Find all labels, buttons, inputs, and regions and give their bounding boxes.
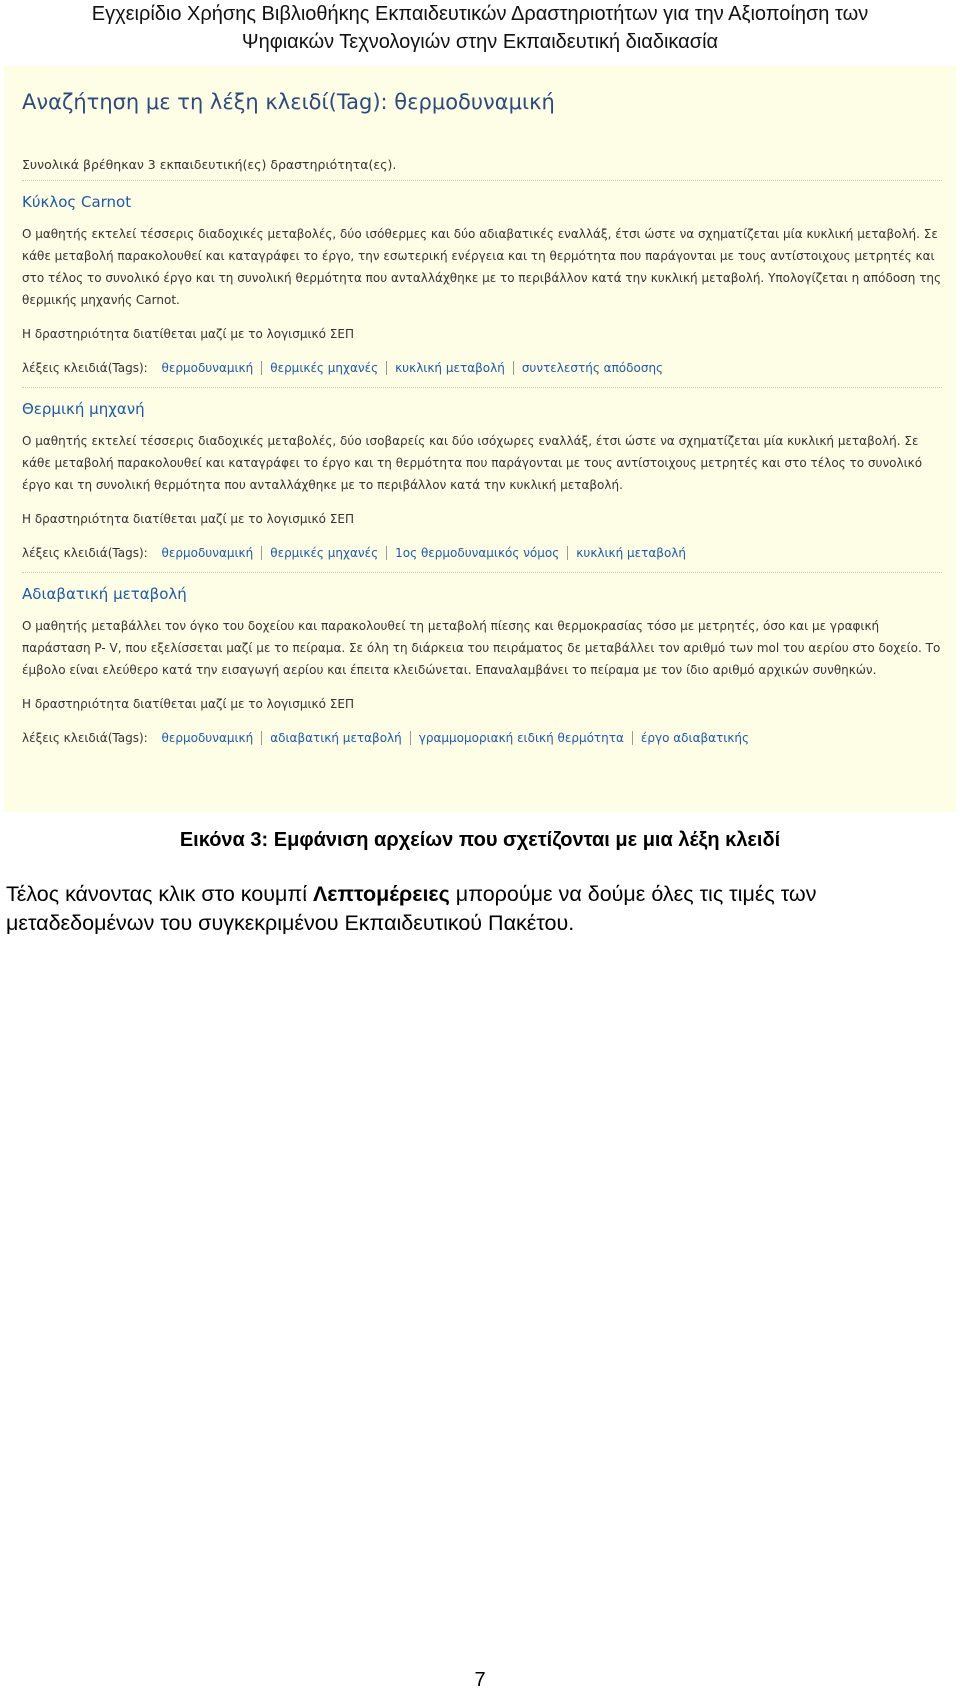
figure-caption: Εικόνα 3: Εμφάνιση αρχείων που σχετίζονται με μια λέξη κλειδί bbox=[179, 829, 781, 851]
tag-link[interactable]: συντελεστής απόδοσης bbox=[513, 361, 671, 375]
activity-title-link[interactable]: Κύκλος Carnot bbox=[22, 193, 132, 211]
tag-link[interactable]: θερμικές μηχανές bbox=[261, 361, 386, 375]
activity-tags bbox=[22, 359, 942, 377]
activity-item bbox=[22, 583, 942, 757]
paragraph-text-end: μπορούμε να δούμε όλες τις τιμές των μεταδεδομένων του συγκεκριμένου Εκπαιδευτικού Πακέτου. bbox=[6, 882, 817, 935]
activity-item bbox=[22, 191, 942, 388]
tag-link[interactable]: κυκλική μεταβολή bbox=[567, 546, 694, 560]
activity-item bbox=[22, 398, 942, 573]
tag-link[interactable]: γραμμομοριακή ειδική θερμότητα bbox=[410, 731, 632, 745]
search-results-screenshot bbox=[4, 66, 956, 812]
activity-description: Ο μαθητής εκτελεί τέσσερις διαδοχικές μεταβολές, δύο ισοβαρείς και δύο ισόχωρες εναλλάξ, έτσι ώστε να σχηματίζεται μία κυκλική μεταβολή. Σε κάθε μεταβολή παρακολουθεί και καταγράφει το έργο και τη θερμότητα που παράγονται με τους αντίστοιχους μετρητές και στο τέλος το συνολικό έργο και τη συνολική θερμότητα που ανταλλάχθηκε με το περιβάλλον κατά την κυκλική μεταβολή. bbox=[22, 434, 923, 492]
activity-description: Ο μαθητής εκτελεί τέσσερις διαδοχικές μεταβολές, δύο ισόθερμες και δύο αδιαβατικές εναλλάξ, έτσι ώστε να σχηματίζεται μία κυκλική μεταβολή. Σε κάθε μεταβολή παρακολουθεί και καταγράφει το έργο, την εσωτερική ενέργεια και τη θερμότητα που παράγονται με τους αντίστοιχους μετρητές και στο τέλος το συνολικό έργο και τη συνολική θερμότητα που ανταλλάχθηκε με το περιβάλλον κατά την κυκλική μεταβολή. Υπολογίζεται η απόδοση της θερμικής μηχανής Carnot. bbox=[22, 227, 942, 307]
activity-software-note: Η δραστηριότητα διατίθεται μαζί με το λογισμικό ΣΕΠ bbox=[22, 512, 354, 526]
tag-link[interactable]: κυκλική μεταβολή bbox=[386, 361, 513, 375]
page-number: 7 bbox=[474, 1669, 486, 1691]
tag-link[interactable]: αδιαβατική μεταβολή bbox=[261, 731, 410, 745]
activity-title-link[interactable]: Αδιαβατική μεταβολή bbox=[22, 585, 187, 603]
results-summary: Συνολικά βρέθηκαν 3 εκπαιδευτική(ες) δραστηριότητα(ες). bbox=[22, 156, 942, 181]
tags-label: λέξεις κλειδιά(Tags): bbox=[22, 361, 148, 375]
activity-software-note: Η δραστηριότητα διατίθεται μαζί με το λογισμικό ΣΕΠ bbox=[22, 327, 354, 341]
activity-tags bbox=[22, 729, 942, 747]
header-line-2: Ψηφιακών Τεχνολογιών στην Εκπαιδευτική διαδικασία bbox=[241, 31, 719, 53]
tags-label: λέξεις κλειδιά(Tags): bbox=[22, 546, 148, 560]
header-line-1: Εγχειρίδιο Χρήσης Βιβλιοθήκης Εκπαιδευτικών Δραστηριοτήτων για την Αξιοποίηση των bbox=[91, 3, 869, 25]
body-paragraph bbox=[6, 880, 954, 938]
paragraph-text-start: Τέλος κάνοντας κλικ στο κουμπί bbox=[6, 882, 313, 906]
tag-link[interactable]: 1ος θερμοδυναμικός νόμος bbox=[386, 546, 567, 560]
tag-link[interactable]: θερμοδυναμική bbox=[161, 731, 254, 745]
tag-link[interactable]: έργο αδιαβατικής bbox=[632, 731, 757, 745]
document-header bbox=[0, 0, 960, 56]
tag-link[interactable]: θερμοδυναμική bbox=[161, 546, 254, 560]
tag-link[interactable]: θερμικές μηχανές bbox=[261, 546, 386, 560]
details-button-name: Λεπτομέρειες bbox=[312, 882, 450, 906]
activity-title-link[interactable]: Θερμική μηχανή bbox=[22, 400, 145, 418]
activity-tags bbox=[22, 544, 942, 562]
tags-label: λέξεις κλειδιά(Tags): bbox=[22, 731, 148, 745]
activity-description: Ο μαθητής μεταβάλλει τον όγκο του δοχείου και παρακολουθεί τη μεταβολή πίεσης και θερμοκρασίας τόσο με μετρητές, όσο και με γραφική παράσταση P- V, που εξελίσσεται μαζί με το πείραμα. Σε όλη τη διάρκεια του πειράματος δε μεταβάλλει τον αριθμό των mol του αερίου στο δοχείο. Το έμβολο είναι ελεύθερο κατά την εισαγωγή αερίου και έπειτα κλειδώνεται. Επαναλαμβάνει το πείραμα με τον ίδιο αριθμό αρχικών συνθηκών. bbox=[22, 619, 941, 677]
search-results-title: Αναζήτηση με τη λέξη κλειδί(Tag): θερμοδυναμική bbox=[22, 90, 555, 114]
activity-software-note: Η δραστηριότητα διατίθεται μαζί με το λογισμικό ΣΕΠ bbox=[22, 697, 354, 711]
tag-link[interactable]: θερμοδυναμική bbox=[161, 361, 254, 375]
